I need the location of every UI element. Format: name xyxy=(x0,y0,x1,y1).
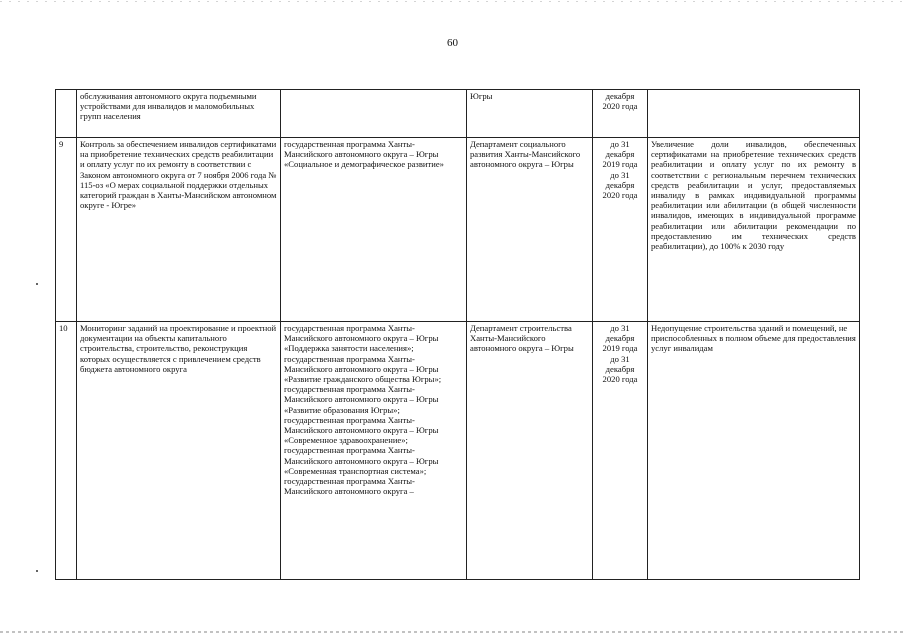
result-cell: Недопущение строительства зданий и помещений, не приспособленных в полном объеме для предоставления услуг инвалидам xyxy=(648,322,860,580)
result-cell: Увеличение доли инвалидов, обеспеченных сертификатами на приобретение технических средств реабилитации и оплату услуг по их ремонту в соответствии с региональным перечнем технических средств реабилитации и услуг, предоставляемых инвалиду в рамках индивидуальной программы реабилитации или абилитации (в общей численности инвалидов, имеющих в индивидуальной программе реабилитации или абилитации рекомендации по предоставлению им технических средств реабилитации), до 100% к 2030 году xyxy=(648,138,860,322)
program-cell: государственная программа Ханты-Мансийского автономного округа – Югры «Поддержка занятости населения»; государственная программа Ханты-Мансийского автономного округа – Югры «Развитие гражданского общества Югры»; государственная программа Ханты-Мансийского автономного округа – Югры «Развитие образования Югры»; государственная программа Ханты-Мансийского автономного округа – Югры «Современное здравоохранение»; государственная программа Ханты-Мансийского автономного округа – Югры «Современная транспортная система»; государственная программа Ханты-Мансийского автономного округа – xyxy=(281,322,467,580)
row-number: 10 xyxy=(56,322,77,580)
scan-top-edge xyxy=(0,1,905,2)
measures-table xyxy=(55,89,860,580)
scan-bottom-edge xyxy=(0,631,905,633)
executor-cell: Югры xyxy=(467,90,593,138)
page-number: 60 xyxy=(447,37,458,49)
program-cell: государственная программа Ханты-Мансийского автономного округа – Югры «Социальное и демографическое развитие» xyxy=(281,138,467,322)
executor-cell: Департамент социального развития Ханты-Мансийского автономного округа – Югры xyxy=(467,138,593,322)
row-number: 9 xyxy=(56,138,77,322)
deadline-cell: до 31 декабря 2019 года до 31 декабря 2020 года xyxy=(593,322,648,580)
row-number xyxy=(56,90,77,138)
scan-speck xyxy=(36,570,38,572)
table-row xyxy=(56,90,860,138)
table-row xyxy=(56,322,860,580)
measure-cell: Мониторинг заданий на проектирование и проектной документации на объекты капитального строительства, строительство, реконструкция которых осуществляется с привлечением средств бюджета автономного округа xyxy=(77,322,281,580)
table-row xyxy=(56,138,860,322)
measure-cell: обслуживания автономного округа подъемными устройствами для инвалидов и маломобильных групп населения xyxy=(77,90,281,138)
deadline-cell: декабря 2020 года xyxy=(593,90,648,138)
result-cell xyxy=(648,90,860,138)
program-cell xyxy=(281,90,467,138)
deadline-cell: до 31 декабря 2019 года до 31 декабря 2020 года xyxy=(593,138,648,322)
scan-speck xyxy=(36,283,38,285)
measure-cell: Контроль за обеспечением инвалидов сертификатами на приобретение технических средств реабилитации и оплату услуг по их ремонту в соответствии с Законом автономного округа от 7 ноября 2006 года № 115-оз «О мерах социальной поддержки отдельных категорий граждан в Ханты-Мансийском автономном округе - Югре» xyxy=(77,138,281,322)
executor-cell: Департамент строительства Ханты-Мансийского автономного округа – Югры xyxy=(467,322,593,580)
